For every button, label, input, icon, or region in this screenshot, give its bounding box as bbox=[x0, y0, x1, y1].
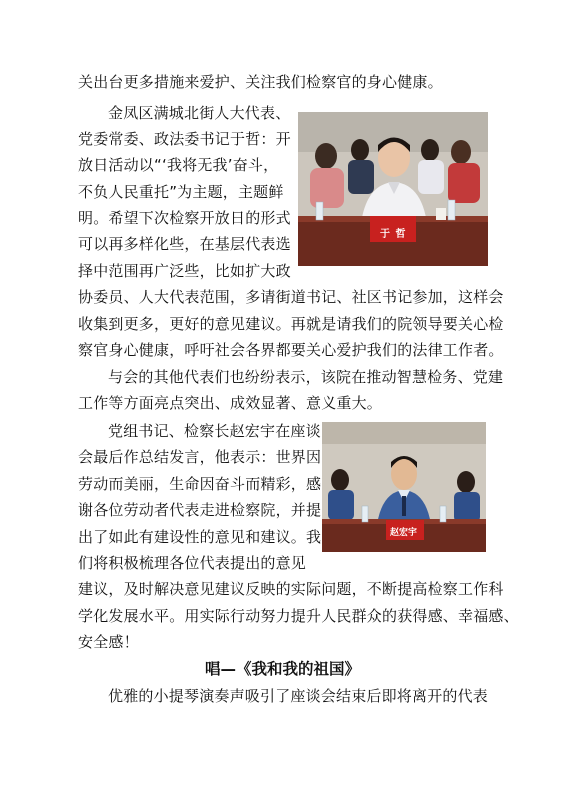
text-line: 建议，及时解决意见建议反映的实际问题，不断提高检察工作科 bbox=[78, 580, 504, 598]
text-line: 会最后作总结发言，他表示：世界因 bbox=[78, 448, 322, 466]
text-line: 党组书记、检察长赵宏宇在座谈 bbox=[108, 422, 321, 440]
text-line: 不负人民重托”为主题，主题鲜 bbox=[78, 183, 284, 201]
meeting-photo-1 bbox=[298, 112, 488, 266]
text-line: 放日活动以“‘我将无我’奋斗， bbox=[78, 156, 279, 174]
meeting-photo-2 bbox=[322, 422, 486, 552]
text-line: 出了如此有建设性的意见和建议。我 bbox=[78, 528, 322, 546]
meeting-photo-1-image bbox=[298, 112, 488, 266]
text-line: 劳动而美丽，生命因奋斗而精彩，感 bbox=[78, 475, 322, 493]
text-line: 谢各位劳动者代表走进检察院，并提 bbox=[78, 501, 322, 519]
photo2-nameplate-label: 赵宏宇 bbox=[390, 528, 418, 538]
text-line: 择中范围再广泛些，比如扩大政 bbox=[78, 262, 291, 280]
photo1-nameplate-label: 于 哲 bbox=[380, 229, 407, 240]
text-line: 收集到更多，更好的意见建议。再就是请我们的院领导要关心检 bbox=[78, 315, 504, 333]
text-line: 工作等方面亮点突出、成效显著、意义重大。 bbox=[78, 394, 383, 412]
text-line: 党委常委、政法委书记于哲：开 bbox=[78, 130, 291, 148]
text-line: 察官身心健康，呼吁社会各界都要关心爱护我们的法律工作者。 bbox=[78, 341, 504, 359]
text-line: 们将积极梳理各位代表提出的意见 bbox=[78, 554, 307, 572]
text-line: 优雅的小提琴演奏声吸引了座谈会结束后即将离开的代表 bbox=[108, 687, 489, 705]
text-line: 与会的其他代表们也纷纷表示，该院在推动智慧检务、党建 bbox=[108, 368, 504, 386]
text-line: 金凤区满城北街人大代表、 bbox=[108, 104, 291, 122]
text-line: 可以再多样化些，在基层代表选 bbox=[78, 235, 291, 253]
text-line: 学化发展水平。用实际行动努力提升人民群众的获得感、幸福感、 bbox=[78, 607, 519, 625]
section-heading: 唱—《我和我的祖国》 bbox=[204, 660, 360, 678]
text-line: 关出台更多措施来爱护、关注我们检察官的身心健康。 bbox=[78, 73, 443, 91]
text-line: 安全感！ bbox=[78, 633, 139, 651]
text-line: 明。希望下次检察开放日的形式 bbox=[78, 209, 291, 227]
text-line: 协委员、人大代表范围，多请街道书记、社区书记参加，这样会 bbox=[78, 288, 504, 306]
